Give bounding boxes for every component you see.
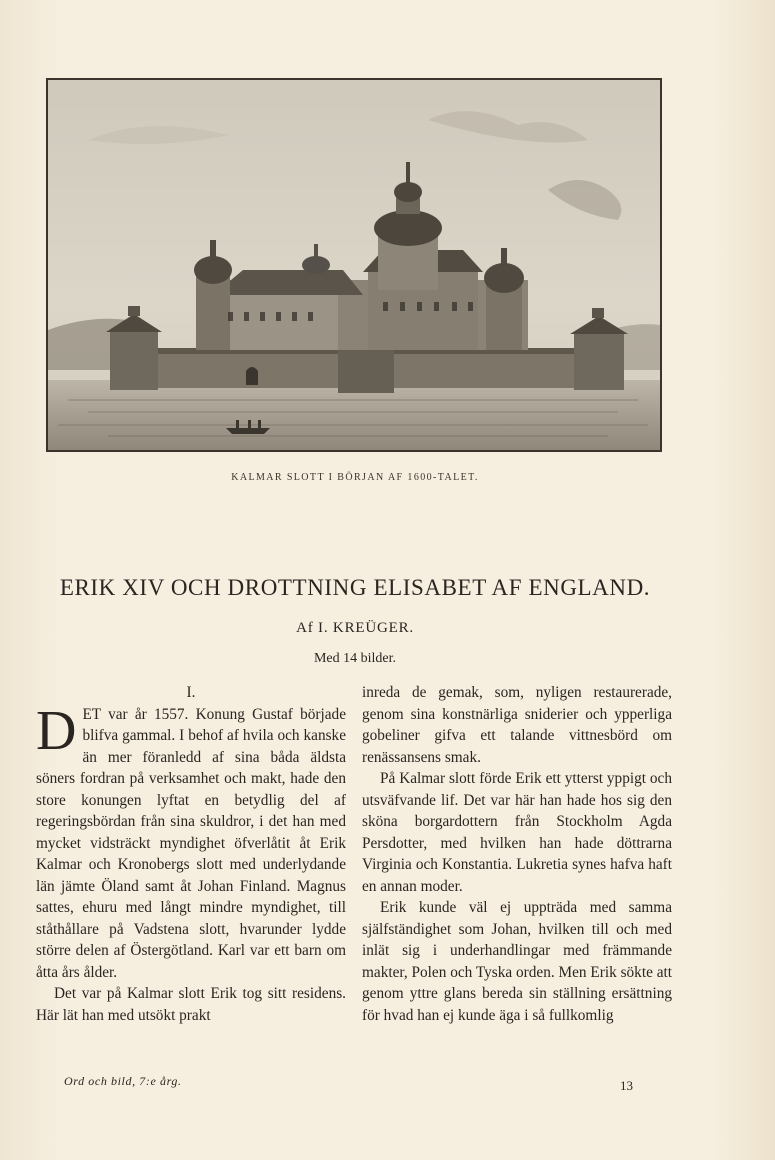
paragraph: På Kalmar slott förde Erik ett ytterst yppigt och utsväfvande lif. Det var här han hade hos sig den sköna borgardottern från Stockholm Agda Persdotter, med hvilken han hade döttrarna Virginia och Konstantia. Lukretia synes hafva haft en annan moder. [362, 770, 672, 895]
castle-illustration [46, 78, 662, 452]
section-number: I. [186, 684, 196, 701]
paragraph [36, 699, 346, 984]
paragraph: Det var på Kalmar slott Erik tog sitt residens. Här lät han med utsökt prakt [36, 985, 346, 1024]
text-column-right [362, 682, 672, 1026]
paragraph-text: ET var år 1557. Konung Gustaf började blifva gammal. I behof af hvila och kanske än mer föranledd af sina båda äldsta söners fordran på verksamhet och makt, hade den store konungen lyftat en betydlig del af regeringsbördan från sina skuldror, i det han med mycket vidsträckt myndighet öfverlåtit åt Erik Kalmar och Kronobergs slott med underlydande län jämte Öland samt åt Johan Finland. Magnus sattes, ehuru med långt mindre myndighet, till ståthållare på Vadstena slott, hvarunder lydde större delen af Östergötland. Karl var ett barn om åtta års ålder. [36, 705, 346, 981]
journal-signature: Ord och bild, 7:e årg. [64, 1074, 182, 1088]
article-author: Af I. KREÜGER. [296, 620, 414, 636]
figure-caption: KALMAR SLOTT I BÖRJAN AF 1600-TALET. [231, 472, 479, 483]
drop-cap: D [36, 699, 77, 762]
paragraph: Erik kunde väl ej uppträda med samma själfständighet som Johan, hvilken till och med inlät sig i underhandlingar med främmande makter, Polen och Tyska orden. Men Erik sökte att genom yttre glans bereda sin ställning ersättning för hvad han ej kunde äga i så fullkomlig [362, 899, 672, 1024]
paragraph: inreda de gemak, som, nyligen restaurerade, genom sina konstnärliga sniderier och ypperliga gobeliner gifva ett talande vittnesbörd om renässansens smak. [362, 684, 672, 766]
page-number: 13 [620, 1078, 633, 1093]
illustrations-note: Med 14 bilder. [313, 651, 397, 666]
text-column-left [36, 682, 346, 1026]
castle-engraving-icon [48, 80, 660, 450]
article-title: ERIK XIV OCH DROTTNING ELISABET AF ENGLAND. [59, 575, 651, 600]
